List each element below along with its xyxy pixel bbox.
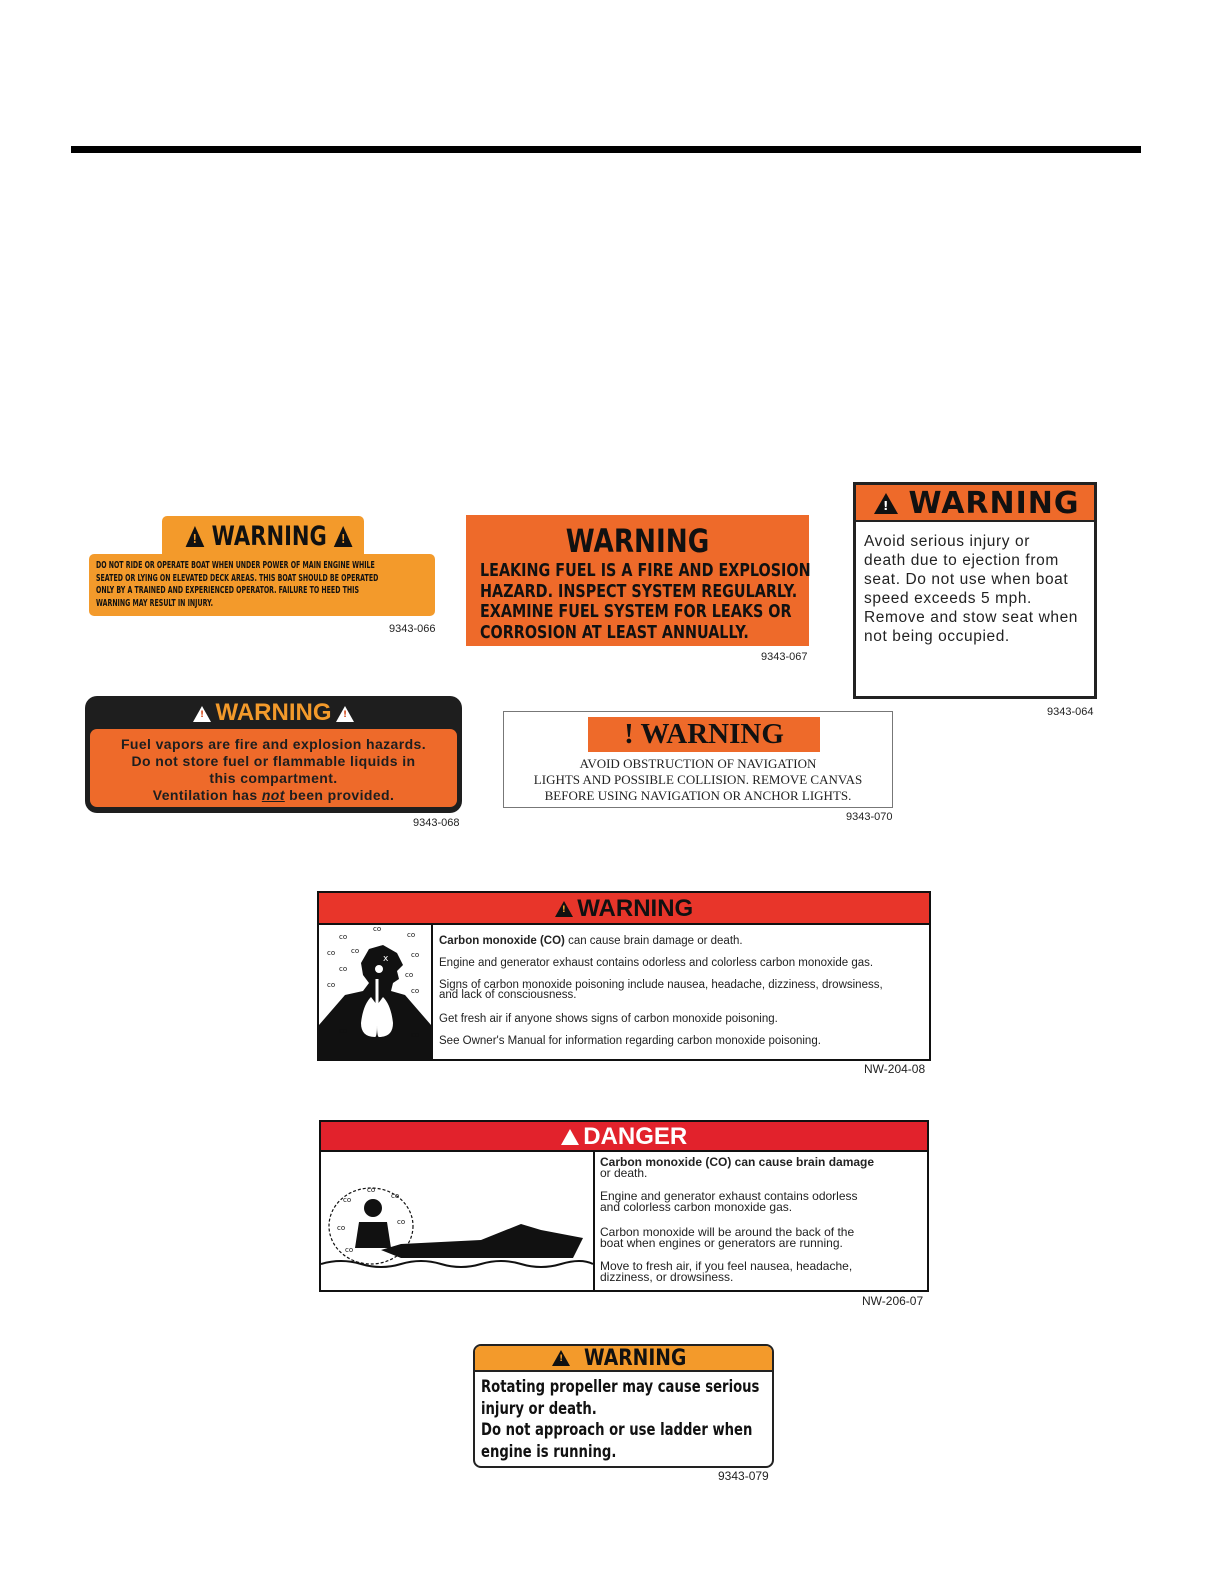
label-code: 9343-068 (413, 817, 460, 829)
warning-triangle-icon (561, 1129, 579, 1145)
svg-text:co: co (327, 949, 336, 957)
boat-exhaust-icon (321, 1152, 595, 1290)
label-line: EXAMINE FUEL SYSTEM FOR LEAKS OR (480, 602, 792, 622)
svg-text:co: co (343, 1196, 352, 1204)
label-line: not being occupied. (864, 628, 1010, 645)
label-line: Remove and stow seat when (864, 609, 1079, 626)
label-line: HAZARD. INSPECT SYSTEM REGULARLY. (480, 581, 798, 602)
svg-text:co: co (407, 931, 416, 939)
label-line: or death. (600, 1166, 648, 1180)
label-line: WARNING MAY RESULT IN INJURY. (96, 597, 213, 609)
warning-triangle-icon (193, 706, 211, 722)
label-line: injury or death. (481, 1398, 597, 1418)
label-line: Fuel vapors are fire and explosion hazards. (120, 736, 427, 752)
svg-text:co: co (397, 1218, 406, 1226)
label-line: CORROSION AT LEAST ANNUALLY. (480, 622, 749, 643)
label-code: 9343-079 (718, 1469, 769, 1483)
label-heading: ! WARNING (624, 718, 784, 750)
svg-text:co: co (327, 981, 336, 989)
label-line: Avoid serious injury or (864, 533, 1030, 550)
svg-text:co: co (373, 925, 382, 933)
warning-label-fuel-vapors (85, 696, 462, 813)
svg-text:co: co (339, 933, 348, 941)
warning-triangle-icon (555, 901, 573, 917)
warning-label-fuel-leak (466, 515, 809, 646)
svg-text:co: co (411, 1031, 420, 1039)
warning-triangle-icon (336, 706, 354, 722)
label-line: Engine and generator exhaust contains odorless (600, 1189, 858, 1203)
svg-text:co: co (411, 987, 420, 995)
label-line: DO NOT RIDE OR OPERATE BOAT WHEN UNDER POWER OF MAIN ENGINE WHILE (96, 560, 375, 571)
label-code: 9343-064 (1047, 706, 1094, 718)
svg-text:co: co (391, 1192, 400, 1200)
label-line: speed exceeds 5 mph. (864, 590, 1032, 607)
svg-text:co: co (351, 947, 360, 955)
label-line: death due to ejection from (864, 552, 1059, 569)
label-code: NW-206-07 (862, 1294, 924, 1308)
label-line: Get fresh air if anyone shows signs of carbon monoxide poisoning. (439, 1013, 778, 1025)
svg-text:co: co (337, 1224, 346, 1232)
label-line: seat. Do not use when boat (864, 571, 1069, 588)
label-heading: WARNING (565, 522, 710, 560)
warning-label-ride (162, 516, 364, 558)
label-heading: WARNING (583, 1346, 686, 1371)
label-line: this compartment. (209, 770, 338, 786)
warning-triangle-icon (334, 526, 353, 547)
svg-text:x: x (383, 954, 389, 964)
label-line: LEAKING FUEL IS A FIRE AND EXPLOSION (480, 561, 811, 581)
label-line: See Owner's Manual for information regarding carbon monoxide poisoning. (439, 1035, 821, 1047)
label-heading: DANGER (583, 1123, 688, 1150)
label-line: dizziness, or drowsiness. (600, 1270, 734, 1284)
label-line: LIGHTS AND POSSIBLE COLLISION. REMOVE CANVAS (533, 772, 863, 787)
label-line: Do not store fuel or flammable liquids in (131, 753, 416, 769)
svg-text:co: co (339, 965, 348, 973)
svg-text:co: co (367, 1186, 376, 1194)
label-line: BEFORE USING NAVIGATION OR ANCHOR LIGHTS. (544, 788, 852, 803)
danger-label-carbon-monoxide (319, 1120, 929, 1292)
label-heading: WARNING (211, 521, 327, 552)
warning-triangle-icon (186, 526, 205, 547)
label-line: and lack of consciousness. (439, 989, 577, 1001)
svg-text:co: co (345, 1246, 354, 1254)
warning-label-carbon-monoxide (317, 891, 931, 1061)
warning-triangle-icon (552, 1350, 570, 1366)
label-heading: WARNING (215, 699, 332, 726)
label-line: SEATED OR LYING ON ELEVATED DECK AREAS. THIS BOAT SHOULD BE OPERATED (96, 572, 379, 584)
label-line: Ventilation has not been provided. (152, 787, 395, 803)
label-code: 9343-066 (389, 623, 436, 635)
svg-text:co: co (405, 971, 414, 979)
label-body (89, 554, 435, 616)
label-code: 9343-070 (846, 811, 893, 823)
svg-text:co: co (411, 951, 420, 959)
label-line: Carbon monoxide will be around the back of the (600, 1225, 855, 1239)
label-line: Move to fresh air, if you feel nausea, headache, (600, 1259, 853, 1273)
label-line: AVOID OBSTRUCTION OF NAVIGATION (579, 756, 817, 771)
label-line: and colorless carbon monoxide gas. (600, 1200, 793, 1214)
label-heading: WARNING (908, 486, 1080, 521)
warning-label-navigation-lights (503, 711, 893, 808)
co-person-icon (319, 925, 433, 1059)
label-line: Carbon monoxide (CO) can cause brain damage or death. (439, 935, 743, 947)
label-line: Carbon monoxide (CO) can cause brain damage (600, 1155, 875, 1169)
label-line: Engine and generator exhaust contains odorless and colorless carbon monoxide gas. (439, 957, 874, 969)
warning-label-seat-ejection (853, 482, 1097, 699)
label-heading: WARNING (577, 895, 694, 922)
label-line: Do not approach or use ladder when (481, 1420, 753, 1439)
label-code: 9343-067 (761, 651, 808, 663)
label-code: NW-204-08 (864, 1062, 926, 1076)
warning-triangle-icon (874, 493, 898, 514)
label-line: ONLY BY A TRAINED AND EXPERIENCED OPERATOR. FAILURE TO HEED THIS (96, 585, 359, 596)
warning-label-propeller (473, 1344, 774, 1468)
label-line: Signs of carbon monoxide poisoning include nausea, headache, dizziness, drowsiness, (439, 979, 883, 991)
label-line: Rotating propeller may cause serious (481, 1377, 760, 1396)
header-rule (71, 146, 1141, 153)
label-line: boat when engines or generators are running. (600, 1236, 843, 1250)
svg-text:co: co (339, 1027, 348, 1035)
label-line: engine is running. (481, 1441, 617, 1461)
